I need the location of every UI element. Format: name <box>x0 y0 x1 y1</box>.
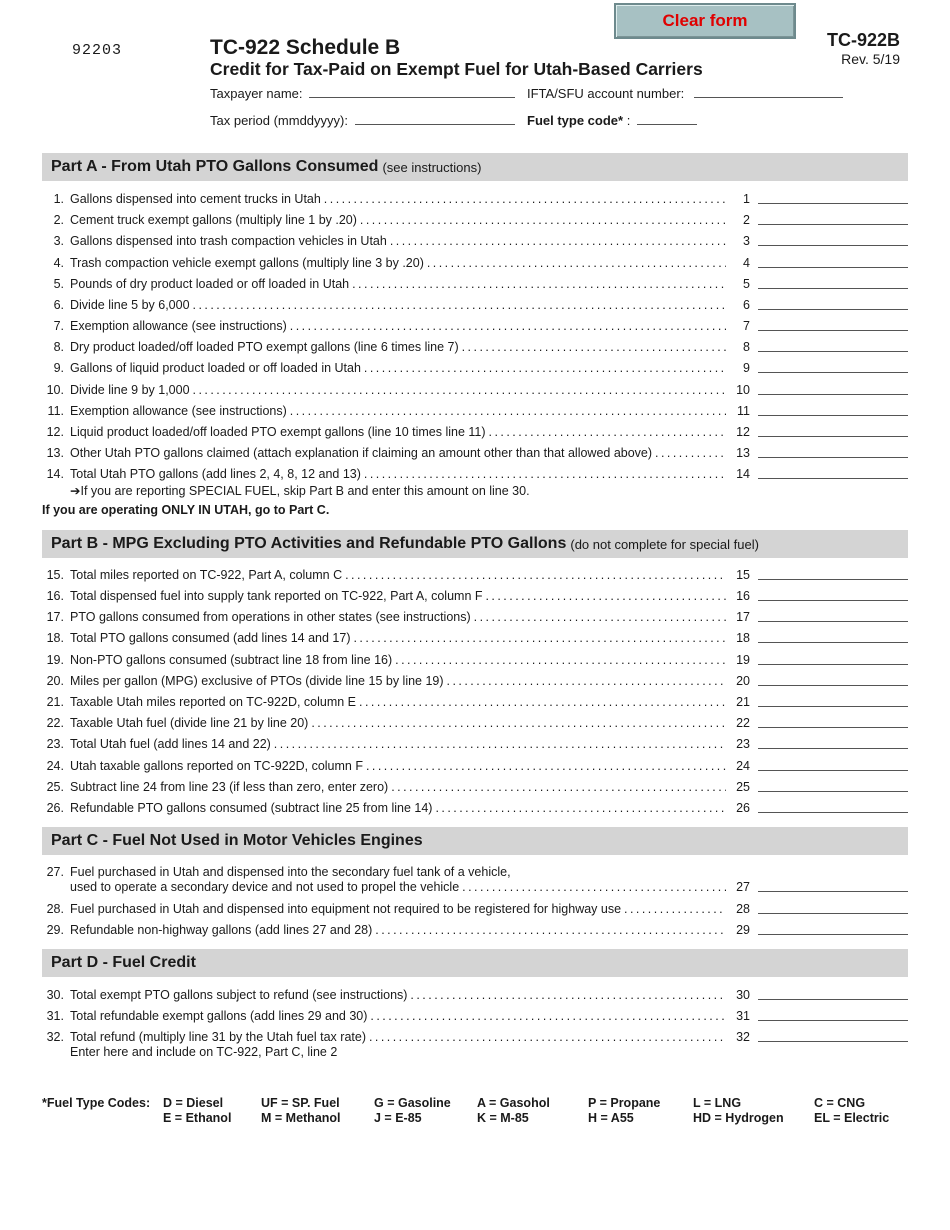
line-text: Exemption allowance (see instructions) . . . <box>70 319 726 333</box>
line-number: 19. <box>46 653 64 667</box>
line-31-input[interactable] <box>758 1020 908 1021</box>
line-text: Fuel purchased in Utah and dispensed into equipment not required to be registered for highway use . . . <box>70 902 726 916</box>
line-text: Divide line 9 by 1,000 . . . <box>70 383 726 397</box>
line-number: 8. <box>53 340 64 354</box>
taxpayer-name-row <box>210 86 515 101</box>
fuel-code: D = Diesel <box>163 1096 224 1110</box>
line-7 <box>42 319 908 335</box>
line-ref: 3 <box>743 234 750 248</box>
line-32 <box>42 1030 908 1046</box>
line-number: 21. <box>46 695 64 709</box>
line-number: 23. <box>46 737 64 751</box>
line-3 <box>42 234 908 250</box>
line-text: Taxable Utah fuel (divide line 21 by line 20) . . . <box>70 716 726 730</box>
fuel-code: EL = Electric <box>814 1111 890 1125</box>
line-22-input[interactable] <box>758 727 908 728</box>
tax-period-row <box>210 113 515 128</box>
fuel-code: E = Ethanol <box>163 1111 232 1125</box>
line-number: 28. <box>46 902 64 916</box>
line-11 <box>42 404 908 420</box>
line-28-input[interactable] <box>758 913 908 914</box>
ifta-account-field[interactable] <box>694 86 843 98</box>
taxpayer-name-field[interactable] <box>309 86 515 98</box>
line-22 <box>42 716 908 732</box>
line-ref: 31 <box>736 1009 750 1023</box>
part-a-title: Part A - From Utah PTO Gallons Consumed <box>51 158 379 175</box>
fuel-code: L = LNG <box>693 1096 742 1110</box>
line-14 <box>42 467 908 483</box>
line-29 <box>42 923 908 939</box>
line-number: 30. <box>46 988 64 1002</box>
line-9-input[interactable] <box>758 372 908 373</box>
line-2 <box>42 213 908 229</box>
line-number: 26. <box>46 801 64 815</box>
line-number: 24. <box>46 759 64 773</box>
line-ref: 5 <box>743 277 750 291</box>
line-number: 3. <box>53 234 64 248</box>
fuel-code: HD = Hydrogen <box>693 1111 784 1125</box>
fuel-code: J = E-85 <box>374 1111 422 1125</box>
fuel-code: P = Propane <box>588 1096 661 1110</box>
line-number: 7. <box>53 319 64 333</box>
fuel-type-label: Fuel type code* <box>527 113 624 128</box>
line-14-input[interactable] <box>758 478 908 479</box>
line-number: 15. <box>46 568 64 582</box>
line-text: used to operate a secondary device and not used to propel the vehicle . . . <box>70 880 726 894</box>
line-16-input[interactable] <box>758 600 908 601</box>
line-16 <box>42 589 908 605</box>
part-b-title: Part B - MPG Excluding PTO Activities and Refundable PTO Gallons <box>51 535 567 552</box>
line-ref: 20 <box>736 674 750 688</box>
line-text: Gallons dispensed into trash compaction vehicles in Utah . . . <box>70 234 726 248</box>
fuel-code: UF = SP. Fuel <box>261 1096 340 1110</box>
line-text: Total refund (multiply line 31 by the Utah fuel tax rate) . . . <box>70 1030 726 1044</box>
fuel-type-field[interactable] <box>637 113 697 125</box>
line-text: PTO gallons consumed from operations in other states (see instructions) . . . <box>70 610 726 624</box>
line-ref: 13 <box>736 446 750 460</box>
line-text: Other Utah PTO gallons claimed (attach explanation if claiming an amount other than that allowed above) . . . <box>70 446 726 460</box>
part-a-header <box>42 153 908 181</box>
line-18-input[interactable] <box>758 642 908 643</box>
line-text: Total refundable exempt gallons (add lines 29 and 30) . . . <box>70 1009 726 1023</box>
line-23-input[interactable] <box>758 748 908 749</box>
line-ref: 29 <box>736 923 750 937</box>
line-number: 25. <box>46 780 64 794</box>
line-1-input[interactable] <box>758 203 908 204</box>
line-21 <box>42 695 908 711</box>
line-number: 5. <box>53 277 64 291</box>
fuel-type-row <box>527 113 697 128</box>
line-30 <box>42 988 908 1004</box>
line-5 <box>42 277 908 293</box>
line-ref: 6 <box>743 298 750 312</box>
line-number: 11. <box>47 404 64 418</box>
line-4-input[interactable] <box>758 267 908 268</box>
line-number: 32. <box>46 1030 64 1044</box>
line-21-input[interactable] <box>758 706 908 707</box>
line-32-input[interactable] <box>758 1041 908 1042</box>
line-9 <box>42 361 908 377</box>
line-text: Gallons dispensed into cement trucks in Utah . . . <box>70 192 726 206</box>
line-ref: 27 <box>736 880 750 894</box>
form-subtitle: Credit for Tax-Paid on Exempt Fuel for Utah-Based Carriers <box>210 59 703 79</box>
line-10-input[interactable] <box>758 394 908 395</box>
line-text: Liquid product loaded/off loaded PTO exempt gallons (line 10 times line 11) . . . <box>70 425 726 439</box>
line-text: Taxable Utah miles reported on TC-922D, column E . . . <box>70 695 726 709</box>
line-ref: 21 <box>736 695 750 709</box>
line-27-input[interactable] <box>758 891 908 892</box>
line-text: Dry product loaded/off loaded PTO exempt gallons (line 6 times line 7) . . . <box>70 340 726 354</box>
part-b-note: (do not complete for special fuel) <box>570 536 759 552</box>
line-text: Gallons of liquid product loaded or off loaded in Utah . . . <box>70 361 726 375</box>
line-13-input[interactable] <box>758 457 908 458</box>
taxpayer-name-label: Taxpayer name: <box>210 86 303 101</box>
line-17-input[interactable] <box>758 621 908 622</box>
line-text: Miles per gallon (MPG) exclusive of PTOs (divide line 15 by line 19) . . . <box>70 674 726 688</box>
special-fuel-note: ➔If you are reporting SPECIAL FUEL, skip Part B and enter this amount on line 30. <box>70 484 530 498</box>
line-23 <box>42 737 908 753</box>
line-ref: 15 <box>736 568 750 582</box>
fuel-code: M = Methanol <box>261 1111 341 1125</box>
line-text: Cement truck exempt gallons (multiply line 1 by .20) . . . <box>70 213 726 227</box>
line-number: 4. <box>53 256 64 270</box>
line-24 <box>42 759 908 775</box>
line-29-input[interactable] <box>758 934 908 935</box>
part-b-header <box>42 530 908 558</box>
line-ref: 1 <box>743 192 750 206</box>
part-d-header <box>42 949 908 977</box>
tax-period-label: Tax period (mmddyyyy): <box>210 113 348 128</box>
line-10 <box>42 383 908 399</box>
line-1 <box>42 192 908 208</box>
line-number: 20. <box>46 674 64 688</box>
line-text: Utah taxable gallons reported on TC-922D, column F . . . <box>70 759 726 773</box>
line-26-input[interactable] <box>758 812 908 813</box>
line-number: 2. <box>53 213 64 227</box>
line-ref: 22 <box>736 716 750 730</box>
line-text: Exemption allowance (see instructions) . . . <box>70 404 726 418</box>
line-8 <box>42 340 908 356</box>
line-number: 16. <box>46 589 64 603</box>
line-text: Total exempt PTO gallons subject to refund (see instructions) . . . <box>70 988 726 1002</box>
line-32-subtext: Enter here and include on TC-922, Part C, line 2 <box>70 1045 338 1059</box>
line-ref: 26 <box>736 801 750 815</box>
part-d-title: Part D - Fuel Credit <box>51 954 196 971</box>
utah-only-note: If you are operating ONLY IN UTAH, go to Part C. <box>42 503 330 517</box>
part-c-title: Part C - Fuel Not Used in Motor Vehicles Engines <box>51 832 423 849</box>
tax-period-field[interactable] <box>355 113 515 125</box>
part-a-note: (see instructions) <box>382 159 482 175</box>
line-number: 18. <box>46 631 64 645</box>
line-24-input[interactable] <box>758 770 908 771</box>
line-ref: 14 <box>736 467 750 481</box>
line-number: 27. <box>46 865 64 879</box>
form-title: TC-922 Schedule B <box>210 36 401 59</box>
line-2-input[interactable] <box>758 224 908 225</box>
line-17 <box>42 610 908 626</box>
fuel-code: H = A55 <box>588 1111 634 1125</box>
fuel-code: K = M-85 <box>477 1111 529 1125</box>
line-12-input[interactable] <box>758 436 908 437</box>
line-ref: 11 <box>737 404 750 418</box>
line-26 <box>42 801 908 817</box>
line-text: Trash compaction vehicle exempt gallons (multiply line 3 by .20) . . . <box>70 256 726 270</box>
line-20 <box>42 674 908 690</box>
line-15 <box>42 568 908 584</box>
line-8-input[interactable] <box>758 351 908 352</box>
line-20-input[interactable] <box>758 685 908 686</box>
line-ref: 32 <box>736 1030 750 1044</box>
line-15-input[interactable] <box>758 579 908 580</box>
line-number: 6. <box>53 298 64 312</box>
line-number: 22. <box>46 716 64 730</box>
line-number: 9. <box>53 361 64 375</box>
line-19 <box>42 653 908 669</box>
line-ref: 16 <box>736 589 750 603</box>
line-ref: 17 <box>736 610 750 624</box>
line-text: Total Utah PTO gallons (add lines 2, 4, 8, 12 and 13) . . . <box>70 467 726 481</box>
line-4 <box>42 256 908 272</box>
line-ref: 19 <box>736 653 750 667</box>
clear-form-button[interactable]: Clear form <box>614 3 796 39</box>
line-ref: 30 <box>736 988 750 1002</box>
line-number: 14. <box>46 467 64 481</box>
line-text: Refundable non-highway gallons (add lines 27 and 28) . . . <box>70 923 726 937</box>
line-number: 10. <box>46 383 64 397</box>
ifta-account-row <box>527 86 843 101</box>
line-13 <box>42 446 908 462</box>
line-27-first <box>42 865 908 881</box>
line-number: 31. <box>46 1009 64 1023</box>
line-text: Total PTO gallons consumed (add lines 14 and 17) . . . <box>70 631 726 645</box>
line-ref: 28 <box>736 902 750 916</box>
line-28 <box>42 902 908 918</box>
line-ref: 12 <box>736 425 750 439</box>
line-text: Subtract line 24 from line 23 (if less than zero, enter zero) . . . <box>70 780 726 794</box>
line-ref: 9 <box>743 361 750 375</box>
line-text: Total dispensed fuel into supply tank reported on TC-922, Part A, column F . . . <box>70 589 726 603</box>
line-ref: 23 <box>736 737 750 751</box>
line-19-input[interactable] <box>758 664 908 665</box>
line-25 <box>42 780 908 796</box>
line-6 <box>42 298 908 314</box>
form-id: TC-922B <box>826 30 900 50</box>
line-7-input[interactable] <box>758 330 908 331</box>
line-text: Refundable PTO gallons consumed (subtract line 25 from line 14) . . . <box>70 801 726 815</box>
line-27 <box>42 880 908 896</box>
line-number: 1. <box>53 192 64 206</box>
line-ref: 2 <box>743 213 750 227</box>
line-text: Pounds of dry product loaded or off loaded in Utah . . . <box>70 277 726 291</box>
line-11-input[interactable] <box>758 415 908 416</box>
line-6-input[interactable] <box>758 309 908 310</box>
line-ref: 7 <box>743 319 750 333</box>
line-number: 12. <box>46 425 64 439</box>
fuel-codes-label: *Fuel Type Codes: <box>42 1096 151 1110</box>
line-text: Divide line 5 by 6,000 . . . <box>70 298 726 312</box>
ifta-account-label: IFTA/SFU account number: <box>527 86 685 101</box>
line-ref: 10 <box>736 383 750 397</box>
line-number: 29. <box>46 923 64 937</box>
line-31 <box>42 1009 908 1025</box>
fuel-code: C = CNG <box>814 1096 866 1110</box>
line-ref: 8 <box>743 340 750 354</box>
line-number: 13. <box>46 446 64 460</box>
fuel-code: G = Gasoline <box>374 1096 451 1110</box>
line-12 <box>42 425 908 441</box>
line-text: Non-PTO gallons consumed (subtract line 18 from line 16) . . . <box>70 653 726 667</box>
line-3-input[interactable] <box>758 245 908 246</box>
line-ref: 18 <box>736 631 750 645</box>
form-code: 92203 <box>72 42 123 59</box>
line-30-input[interactable] <box>758 999 908 1000</box>
line-ref: 4 <box>743 256 750 270</box>
line-text: Total miles reported on TC-922, Part A, column C . . . <box>70 568 726 582</box>
line-18 <box>42 631 908 647</box>
line-text: Total Utah fuel (add lines 14 and 22) . . . <box>70 737 726 751</box>
part-c-header <box>42 827 908 855</box>
fuel-type-colon: : <box>626 113 631 128</box>
line-ref: 25 <box>736 780 750 794</box>
line-25-input[interactable] <box>758 791 908 792</box>
line-5-input[interactable] <box>758 288 908 289</box>
line-ref: 24 <box>736 759 750 773</box>
line-number: 17. <box>46 610 64 624</box>
revision-date: Rev. 5/19 <box>841 51 900 67</box>
line-text: Fuel purchased in Utah and dispensed into the secondary fuel tank of a vehicle, <box>70 865 511 879</box>
fuel-code: A = Gasohol <box>477 1096 550 1110</box>
